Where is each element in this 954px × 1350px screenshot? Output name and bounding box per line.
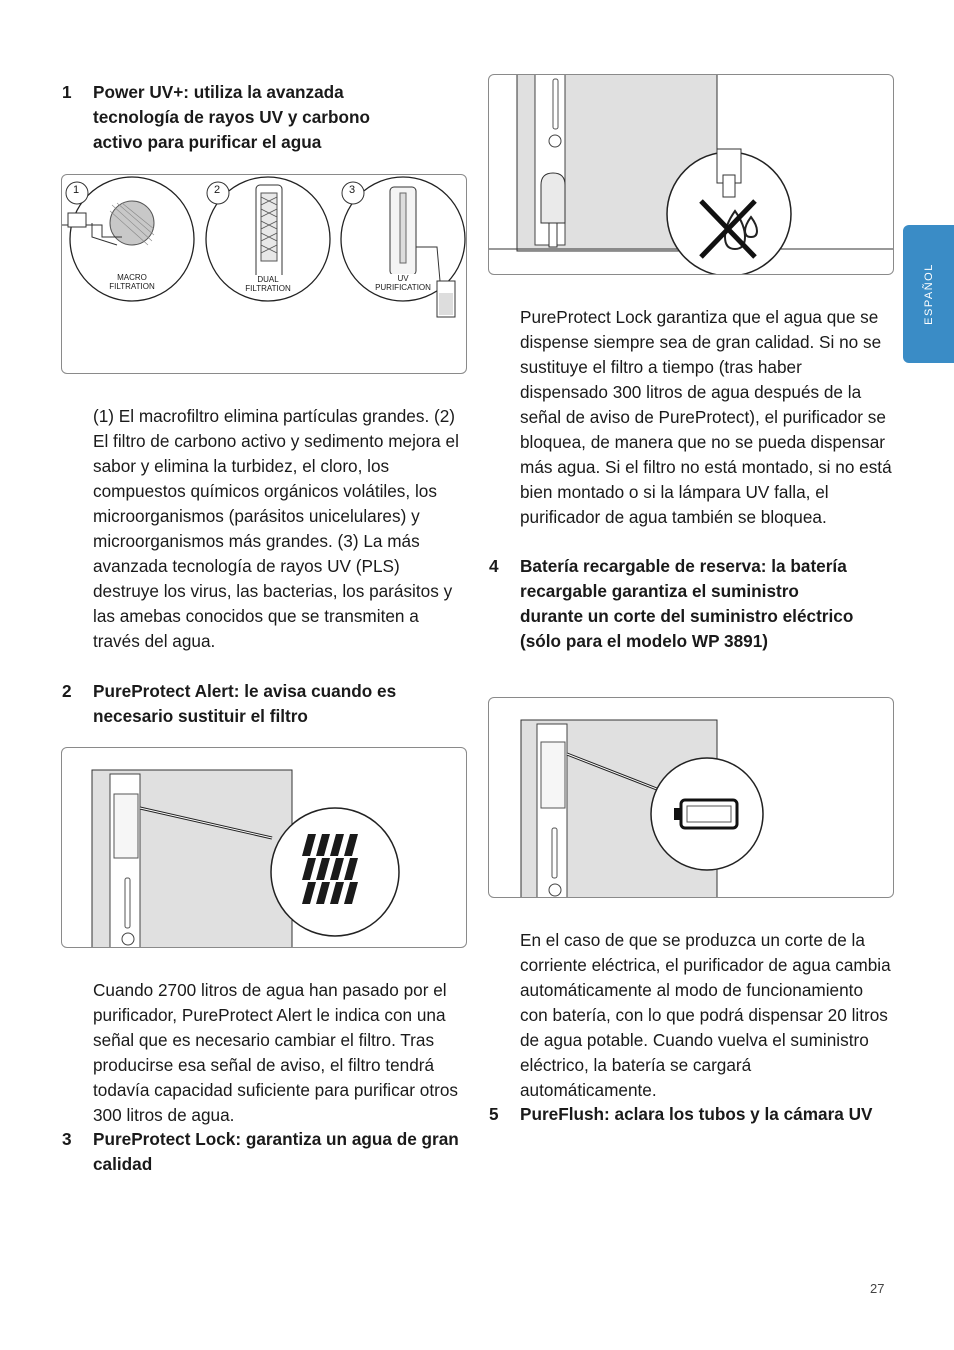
circle-number-3: 3 [349, 184, 356, 196]
label-dual-filtration: DUAL FILTRATION [240, 275, 296, 293]
label-macro-filtration: MACRO FILTRATION [107, 273, 157, 291]
battery-illustration [489, 698, 893, 897]
item-3-number: 3 [62, 1129, 72, 1149]
item-1-number: 1 [62, 82, 72, 102]
item-2-heading: PureProtect Alert: le avisa cuando es necesario sustituir el filtro [93, 681, 397, 726]
circle-number-1: 1 [73, 184, 80, 196]
circle-number-2: 2 [214, 184, 221, 196]
item-4-heading: Batería recargable de reserva: la batería recargable garantiza el suministro durante un corte del suministro eléctrico (sólo para el modelo WP 3891) [520, 556, 854, 651]
language-tab [903, 225, 954, 363]
alert-illustration [62, 748, 466, 947]
language-tab-label: ESPAÑOL [922, 263, 935, 325]
paragraph-backup-battery: En el caso de que se produzca un corte de la corriente eléctrica, el purificador de agua cambia automáticamente al modo de funcionamiento con batería, con lo que podrá dispensar 20 litros de agua potable. Cuando vuelva el suministro eléctrico, la batería se cargará automáticamente. [520, 930, 891, 1100]
page-number: 27 [870, 1281, 885, 1296]
label-uv-purification: UV PURIFICATION [375, 274, 431, 292]
paragraph-pureprotect-alert: Cuando 2700 litros de agua han pasado por el purificador, PureProtect Alert le indica con una señal que es necesario cambiar el filtro. Tras producirse esa señal de aviso, el filtro tendrá todavía capacidad suficiente para purificar otros 300 litros de agua. [93, 980, 458, 1125]
paragraph-pureprotect-lock: PureProtect Lock garantiza que el agua que se dispense siempre sea de gran calidad. Si no se sustituye el filtro a tiempo (tras haber dispensado 300 litros de agua después de la señal de aviso de PureProtect), el purificador se bloquea, de manera que no se pueda dispensar más agua. Si el filtro no está montado, si no está bien montado o si la lámpara UV falla, el purificador de agua también se bloquea. [520, 307, 892, 527]
item-2-number: 2 [62, 681, 72, 701]
item-4-number: 4 [489, 556, 499, 576]
lock-illustration [489, 75, 893, 274]
figure-backup-battery [488, 697, 894, 898]
item-1-heading: Power UV+: utiliza la avanzada tecnología de rayos UV y carbono activo para purificar el agua [93, 82, 370, 152]
item-5-number: 5 [489, 1104, 499, 1124]
figure-pureprotect-lock [488, 74, 894, 275]
figure-filtration-stages [61, 174, 467, 374]
paragraph-filtration-stages: (1) El macrofiltro elimina partículas grandes. (2) El filtro de carbono activo y sedimento mejora el sabor y elimina la turbidez, el cloro, los compuestos químicos orgánicos volátiles, los microorganismos (parásitos unicelulares) y microorganismos más grandes. (3) La más avanzada tecnología de rayos UV (PLS) destruye los virus, las bacterias, los parásitos y las amebas conocidos que se transmiten a través del agua. [93, 406, 459, 651]
item-3-heading: PureProtect Lock: garantiza un agua de gran calidad [93, 1129, 459, 1174]
item-5-heading: PureFlush: aclara los tubos y la cámara UV [520, 1104, 873, 1124]
figure-pureprotect-alert [61, 747, 467, 948]
